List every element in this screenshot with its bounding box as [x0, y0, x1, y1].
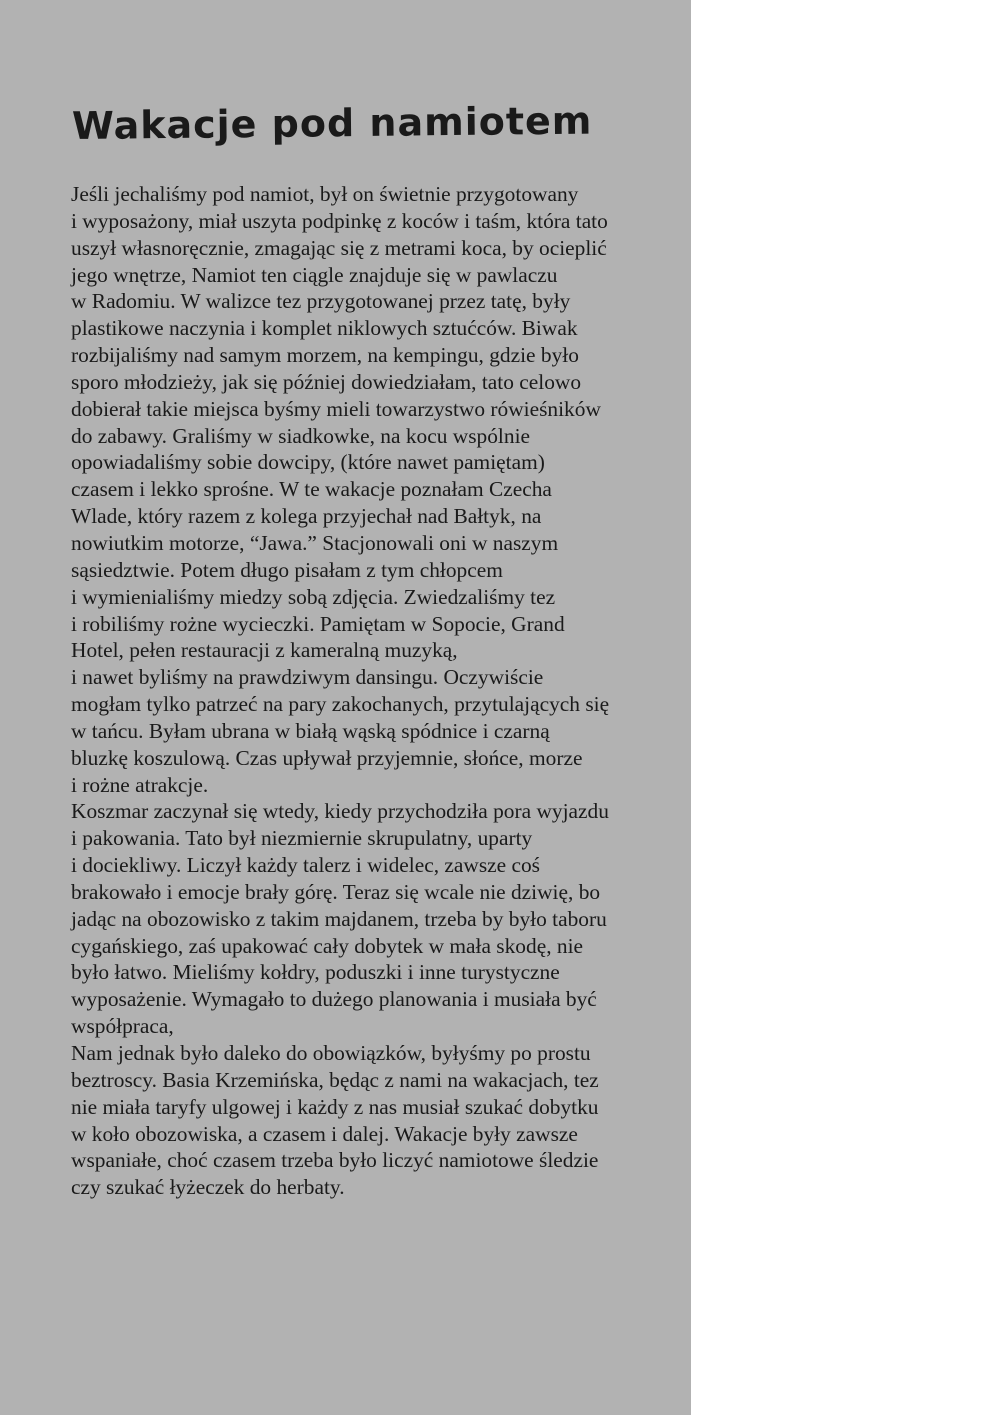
text-line: sporo młodzieży, jak się później dowiedziałam, tato celowo: [71, 369, 582, 394]
text-line: dobierał takie miejsca byśmy mieli towarzystwo rówieśników: [71, 396, 601, 421]
text-line: było łatwo. Mieliśmy kołdry, poduszki i inne turystyczne: [71, 960, 560, 985]
text-line: nowiutkim motorze, “Jawa.” Stacjonowali oni w naszym: [71, 530, 559, 555]
text-line: czy szukać łyżeczek do herbaty.: [71, 1175, 345, 1200]
text-line: uszył własnoręcznie, zmagając się z metrami koca, by ocieplić: [71, 235, 607, 260]
text-line: i pakowania. Tato był niezmiernie skrupulatny, uparty: [71, 826, 533, 851]
text-line: i rożne atrakcje.: [71, 772, 209, 797]
text-line: czasem i lekko sprośne. W te wakacje poznałam Czecha: [71, 477, 552, 502]
text-line: wyposażenie. Wymagało to dużego planowania i musiała być: [71, 987, 597, 1012]
text-line: Jeśli jechaliśmy pod namiot, był on świetnie przygotowany: [71, 182, 579, 206]
text-line: Hotel, pełen restauracji z kameralną muzyką,: [71, 638, 458, 663]
text-line: bluzkę koszulową. Czas upływał przyjemnie, słońce, morze: [71, 745, 583, 770]
text-line: współpraca,: [71, 1014, 174, 1039]
text-line: Wlade, który razem z kolega przyjechał nad Bałtyk, na: [71, 504, 542, 529]
text-line: opowiadaliśmy sobie dowcipy, (które nawet pamiętam): [71, 450, 545, 475]
text-line: i wymienialiśmy miedzy sobą zdjęcia. Zwiedzaliśmy tez: [71, 584, 556, 609]
text-line: jego wnętrze, Namiot ten ciągle znajduje się w pawlaczu: [71, 262, 558, 287]
text-line: cygańskiego, zaś upakować cały dobytek w mała skodę, nie: [71, 933, 584, 958]
page-title: Wakacje pod namiotem: [71, 98, 593, 148]
text-line: w Radomiu. W walizce tez przygotowanej przez tatę, były: [71, 289, 571, 314]
text-line: rozbijaliśmy nad samym morzem, na kempingu, gdzie było: [71, 343, 579, 368]
text-line: plastikowe naczynia i komplet niklowych sztućców. Biwak: [71, 316, 578, 341]
text-line: i robiliśmy rożne wycieczki. Pamiętam w Sopocie, Grand: [71, 611, 565, 636]
text-line: i nawet byliśmy na prawdziwym dansingu. Oczywiście: [71, 665, 544, 690]
text-line: w tańcu. Byłam ubrana w białą wąską spódnice i czarną: [71, 718, 550, 743]
text-line: nie miała taryfy ulgowej i każdy z nas musiał szukać dobytku: [71, 1094, 599, 1119]
body-text: [71, 181, 671, 1201]
text-line: sąsiedztwie. Potem długo pisałam z tym chłopcem: [71, 557, 503, 582]
text-line: Nam jednak było daleko do obowiązków, byłyśmy po prostu: [71, 1041, 591, 1065]
text-line: i dociekliwy. Liczył każdy talerz i widelec, zawsze coś: [71, 853, 540, 878]
text-line: brakowało i emocje brały górę. Teraz się wcale nie dziwię, bo: [71, 879, 601, 904]
text-line: i wyposażony, miał uszyta podpinkę z koców i taśm, która tato: [71, 208, 608, 233]
text-line: w koło obozowiska, a czasem i dalej. Wakacje były zawsze: [71, 1121, 578, 1146]
text-line: do zabawy. Graliśmy w siadkowke, na kocu wspólnie: [71, 423, 530, 448]
text-line: wspaniałe, choć czasem trzeba było liczyć namiotowe śledzie: [71, 1148, 599, 1173]
text-line: mogłam tylko patrzeć na pary zakochanych, przytulających się: [71, 692, 610, 717]
text-line: jadąc na obozowisko z takim majdanem, trzeba by było taboru: [71, 906, 607, 931]
text-line: Koszmar zaczynał się wtedy, kiedy przychodziła pora wyjazdu: [71, 799, 609, 824]
text-line: beztroscy. Basia Krzemińska, będąc z nami na wakacjach, tez: [71, 1067, 599, 1092]
